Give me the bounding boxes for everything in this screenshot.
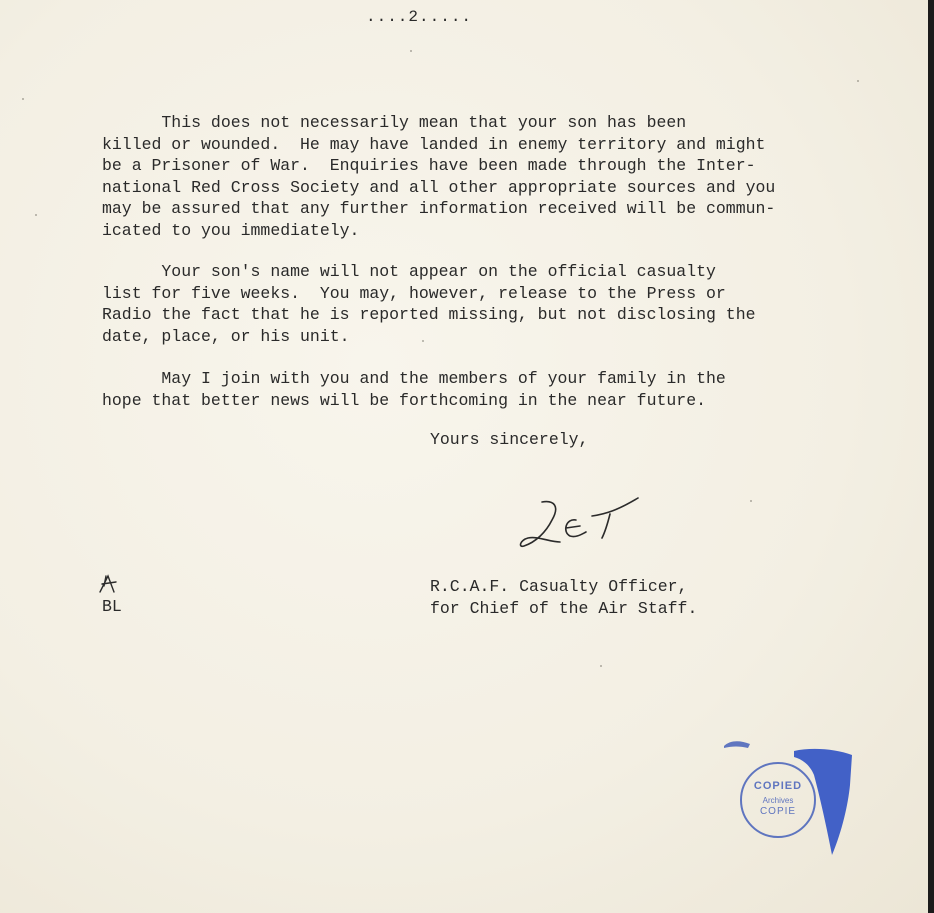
paragraph-line: may be assured that any further information received will be commun-	[102, 199, 776, 218]
paper-speck	[600, 665, 602, 667]
paragraph-1	[102, 112, 775, 241]
stamp-line-1: COPIED	[753, 780, 803, 792]
paper-speck	[422, 340, 424, 342]
stamp-line-3: COPIE	[759, 806, 797, 817]
handwritten-signature	[514, 492, 644, 556]
paragraph-line: May I join with you and the members of your family in the	[102, 369, 726, 388]
closing-salutation: Yours sincerely,	[430, 430, 589, 449]
stamp-line-2: Archives	[762, 796, 794, 805]
stamp-ink-smudge	[722, 738, 752, 750]
signatory-on-behalf: for Chief of the Air Staff.	[430, 598, 698, 618]
paper-speck	[857, 80, 859, 82]
page-number: ....2.....	[366, 8, 473, 26]
paper-speck	[750, 500, 752, 502]
paragraph-line: Radio the fact that he is reported missing, but not disclosing the	[102, 305, 756, 324]
copied-stamp	[740, 762, 816, 838]
paragraph-line: national Red Cross Society and all other appropriate sources and you	[102, 177, 776, 197]
signatory-title: R.C.A.F. Casualty Officer,	[430, 577, 688, 596]
paragraph-line: be a Prisoner of War. Enquiries have been made through the Inter-	[102, 156, 756, 175]
paragraph-line: killed or wounded. He may have landed in enemy territory and might	[102, 134, 766, 154]
paper-speck	[35, 214, 37, 216]
paragraph-line: This does not necessarily mean that your son has been	[102, 113, 687, 132]
handwritten-initial-mark	[96, 572, 124, 596]
paragraph-line: hope that better news will be forthcoming in the near future.	[102, 390, 706, 410]
signature-block	[430, 576, 697, 619]
scan-edge	[928, 0, 934, 913]
paragraph-2	[102, 261, 756, 347]
paragraph-3	[102, 368, 726, 411]
paper-speck	[410, 50, 412, 52]
typist-initials: BL	[102, 597, 122, 616]
paragraph-line: list for five weeks. You may, however, release to the Press or	[102, 283, 726, 303]
paragraph-line: Your son's name will not appear on the official casualty	[102, 262, 716, 281]
paragraph-line: date, place, or his unit.	[102, 326, 350, 346]
paper-speck	[22, 98, 24, 100]
paragraph-line: icated to you immediately.	[102, 220, 360, 240]
